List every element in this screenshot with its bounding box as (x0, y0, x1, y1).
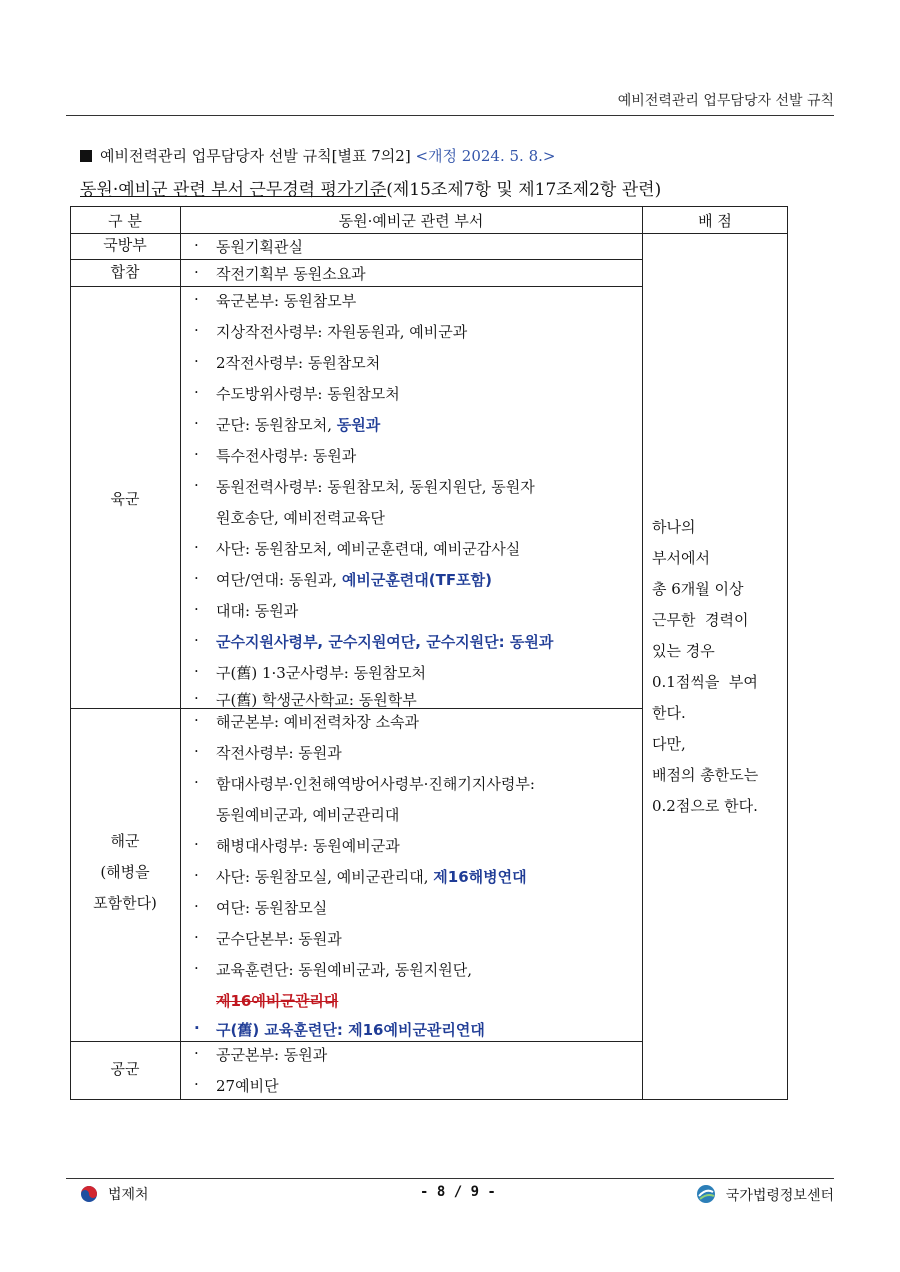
footer-center-name: 국가법령정보센터 (696, 1184, 834, 1208)
header-departments: 동원·예비군 관련 부서 (338, 212, 484, 230)
amendment-date: <개정 2024. 5. 8.> (415, 147, 556, 165)
branch-navy-line3: 포함한다) (93, 894, 157, 912)
highlight-amended: 예비군훈련대(TF포함) (341, 571, 492, 589)
subtitle-main: 동원·예비군 관련 부서 근무경력 평가기준 (80, 180, 387, 200)
document-title (80, 145, 555, 166)
branch-jcs: 합참 (110, 263, 140, 281)
branch-airforce: 공군 (110, 1060, 140, 1078)
dept-column: · 동원기획관실 · 작전기획부 동원소요과 · 육군본부: 동원참모부 · 지상작전사령부: 자원동원과, 예비군과 · 2작전사령부: 동원참모처 · 수도방위사령부: 동원참모처 · 군단: 동원참모처, 동원과 · 특수전사령부: 동원과 · 동원전력사령부: 동원참모처, 동원지원단, 동원자 원호송단, 예비전력교육단 · 사단: 동원참모처, 예비군훈련대, 예비군감사실 · 여단/연대: 동원과, 예비군훈련대(TF포함) · 대대: 동원과 · 군수지원사령부, 군수지원여단, 군수지원단: 동원과 · 구(舊) 1·3군사령부: 동원참모처 · 구(舊) 학생군사학교: 동원학부 · 해군본부: 예비전력차장 소속과 · 작전사령부: 동원과 · 함대사령부·인천해역방어사령부·진해기지사령부: 동원예비군과, 예비군관리대 · 해병대사령부: 동원예비군과 · 사단: 동원참모실, 예비군관리대, 제16해병연대 · 여단: 동원참모실 · 군수단본부: 동원과 · 교육훈련단: 동원예비군과, 동원지원단, 제16예비군관리대 · 구(舊) 교육훈련단: 제16예비군관리연대 · 공군본부: 동원과 · 27예비단 (194, 236, 554, 1095)
title-main: 예비전력관리 업무담당자 선발 규칙[별표 7의2] (100, 147, 411, 165)
branch-navy-line2: (해병을 (100, 863, 150, 881)
branch-navy-line1: 해군 (110, 832, 140, 850)
branch-army: 육군 (110, 490, 140, 508)
highlight-amended: 동원과 (336, 416, 381, 434)
criteria-table (70, 206, 788, 1100)
running-title: 예비전력관리 업무담당자 선발 규칙 (617, 93, 834, 109)
header-score: 배 점 (698, 212, 732, 230)
branch-mnd: 국방부 (103, 236, 147, 254)
globe-logo-icon (696, 1184, 716, 1208)
subtitle-reference: (제15조제7항 및 제17조제2항 관련) (386, 180, 662, 200)
header-rule (66, 115, 834, 116)
header-category: 구 분 (108, 212, 142, 230)
score-description: 하나의 부서에서 총 6개월 이상 근무한 경력이 있는 경우 0.1점씩을 부여 한다. 다만, 배점의 총한도는 0.2점으로 한다. (652, 518, 759, 815)
highlight-amended: 제16해병연대 (433, 868, 527, 886)
page-number: - 8 / 9 - (420, 1184, 496, 1200)
branch-navy (70, 826, 180, 919)
footer-rule (66, 1178, 834, 1179)
table-subtitle (80, 175, 661, 200)
taegeuk-logo-icon (80, 1185, 98, 1207)
square-bullet-icon (80, 150, 92, 162)
footer-publisher: 법제처 (80, 1184, 149, 1207)
